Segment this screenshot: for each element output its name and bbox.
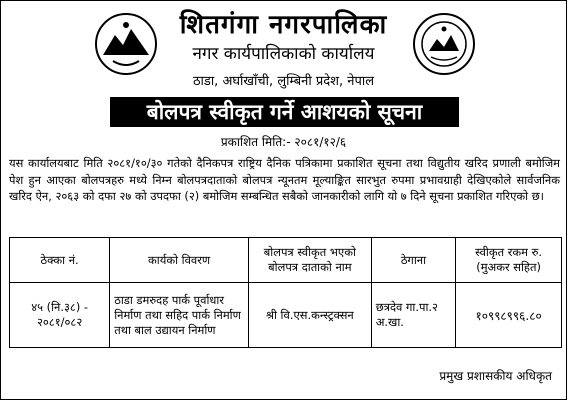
municipality-logo-icon: [411, 11, 477, 77]
header-contract-no: ठेक्का नं.: [10, 238, 110, 283]
office-address: ठाडा, अर्घाखाँची, लुम्बिनी प्रदेश, नेपाल: [192, 74, 375, 89]
notice-title-banner: बोलपत्र स्वीकृत गर्ने आशयको सूचना: [110, 97, 459, 127]
notice-body: यस कार्यालयबाट मिति २०८१/१०/३० गतेको दैनिकपत्र राष्ट्रिय दैनिक पत्रिकामा प्रकाशित सूचना तथा विद्युतीय खरिद प्रणाली बमोजिम पेश हुन आएका बोलपत्रहरु मध्ये निम्न बोलपत्रदाताको बोलपत्र न्यूनतम मूल्याङ्कित सारभुत रुपमा प्रभावग्राही देखिएकोले सार्वजनिक खरिद ऐन, २०६३ को दफा २७ को उपदफा (२) बमोजिम सम्बन्धित सबैको जानकारीको लागि यो ७ दिने सूचना प्रकाशित गरिएको छ।: [9, 156, 560, 203]
cell-contract-no: ४५ (नि.३८) - २०८१/०८२: [10, 283, 110, 348]
header-bidder-name: बोलपत्र स्वीकृत भएको बोलपत्र दाताको नाम: [248, 238, 371, 283]
header-work-description: कार्यको विवरण: [110, 238, 249, 283]
contract-table: [9, 237, 562, 348]
cell-work-description: ठाडा डमरुदह पार्क पूर्वाधार निर्माण तथा सहिद पार्क निर्माण तथा बाल उद्यायन निर्माण: [110, 283, 249, 348]
header-approved-amount: स्वीकृत रकम रु. (मुअकर सहित): [456, 238, 562, 283]
table-header-row: [10, 238, 562, 283]
office-name: नगर कार्यपालिकाको कार्यालय: [192, 44, 375, 64]
cell-approved-amount: १०९९८९९६.८०: [456, 283, 562, 348]
municipality-name: शितगंगा नगरपालिका: [179, 10, 388, 40]
table-row: [10, 283, 562, 348]
notice-header: [1, 1, 566, 97]
header-address: ठेगाना: [371, 238, 455, 283]
cell-address: छत्रदेव गा.पा.२ अ.खा.: [371, 283, 455, 348]
published-date: प्रकाशित मिति:- २०८१/१२/६: [220, 135, 347, 149]
cell-bidder-name: श्री वि.एस.कन्स्ट्रक्सन: [248, 283, 371, 348]
signatory-title: प्रमुख प्रशासकीय अधिकृत: [439, 369, 552, 383]
